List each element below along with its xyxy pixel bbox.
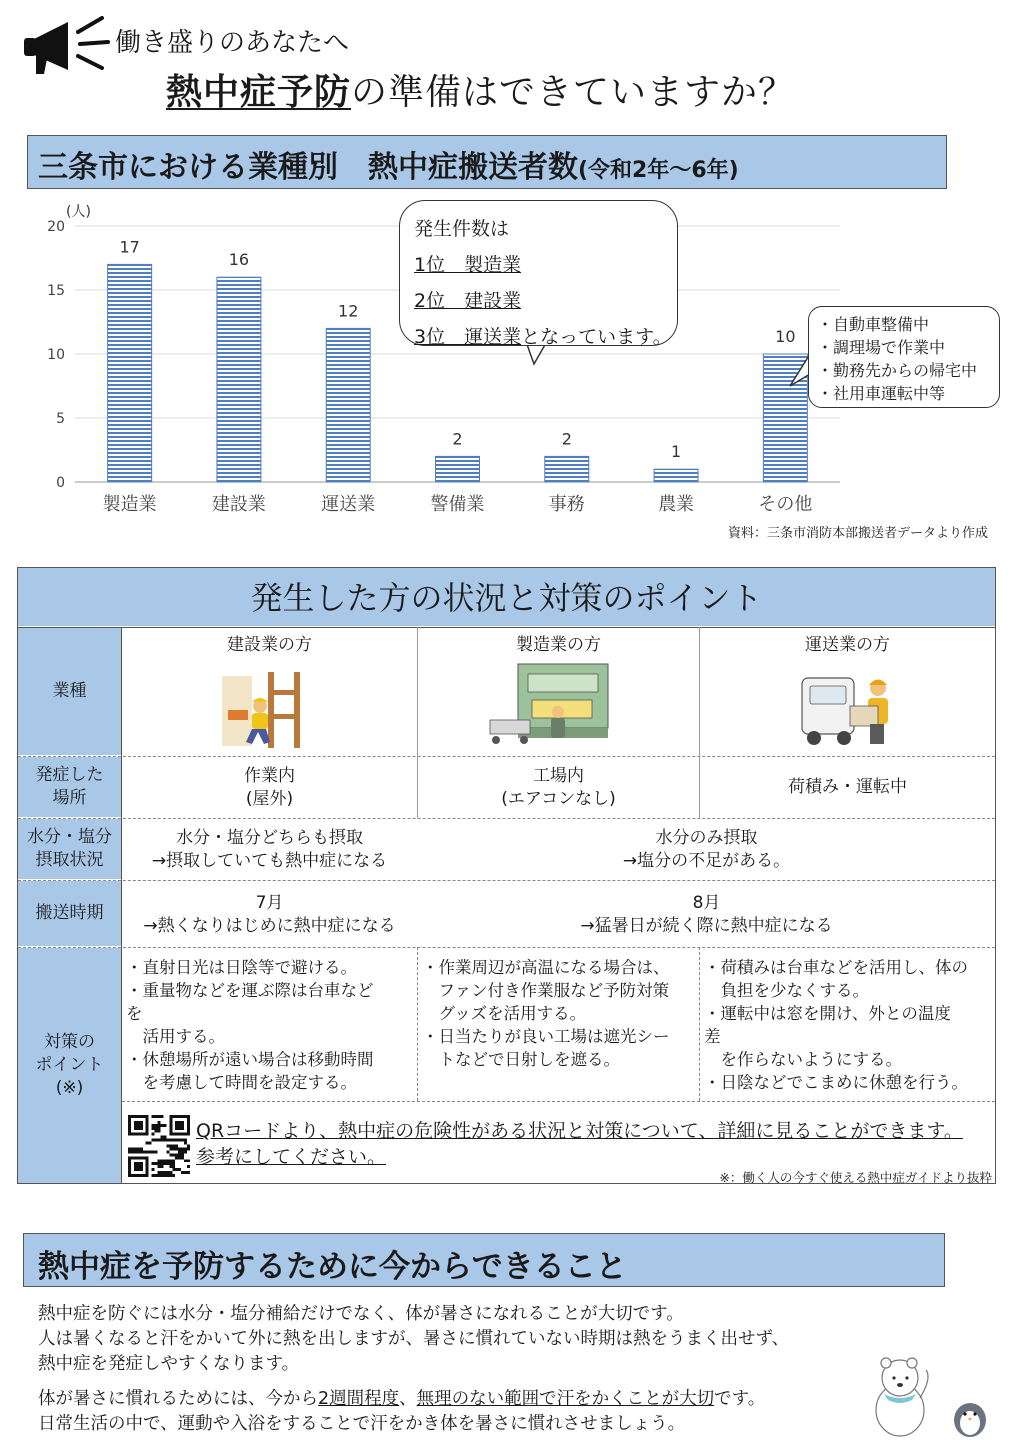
body-line: 熱中症を防ぐには水分・塩分補給だけでなく、体が暑さになれることが大切です。 <box>38 1304 684 1324</box>
cell-text: 作業内 <box>244 766 295 786</box>
row-header-points <box>18 948 121 1183</box>
column-header-construction: 建設業の方 <box>227 635 312 655</box>
point-line: を作らないようにする。 <box>704 1050 902 1069</box>
row-header-text: 発症した <box>35 765 104 785</box>
points-manufacturing <box>422 956 670 1071</box>
prevention-body <box>38 1302 789 1437</box>
table-divider <box>699 947 700 1101</box>
cell-text: →猛暑日が続く際に熱中症になる <box>580 916 833 936</box>
x-tick-label: 運送業 <box>321 494 376 515</box>
body-text-run: 、 <box>399 1389 417 1409</box>
cell-text: →摂取していても熱中症になる <box>151 851 388 871</box>
table-divider <box>18 880 995 881</box>
headline-emphasis: 熱中症予防 <box>166 72 352 113</box>
y-tick-label: 5 <box>56 411 65 427</box>
table-divider <box>18 947 995 948</box>
point-line: ・日当たりが良い工場は遮光シー <box>422 1027 670 1046</box>
bar-value-label: 1 <box>670 442 682 462</box>
y-axis-label: (人) <box>66 204 91 220</box>
point-line: ・日陰などでこまめに休憩を行う。 <box>704 1073 968 1092</box>
column-header-transport: 運送業の方 <box>805 635 890 655</box>
body-line <box>38 1387 789 1412</box>
rank-2: 2位 建設業 <box>414 290 522 312</box>
rank-3-tail: となっています。 <box>521 326 672 348</box>
point-line: を <box>126 1004 143 1023</box>
row-header-text: 場所 <box>52 788 87 808</box>
row-header-intake <box>18 819 121 879</box>
bar-value-label: 2 <box>561 429 572 449</box>
place-transport: 荷積み・運転中 <box>788 777 907 797</box>
period-others <box>418 892 995 938</box>
other-callout <box>808 306 1000 408</box>
headline-rest: の準備はできていますか？ <box>351 72 796 113</box>
bar-value-label: 10 <box>775 327 796 346</box>
table-divider <box>18 627 995 628</box>
cell-text: 水分のみ摂取 <box>655 828 758 848</box>
qr-line-1: QRコードより、熱中症の危険性がある状況と対策について、詳細に見ることができます。 <box>196 1120 963 1142</box>
megaphone-icon <box>22 14 114 78</box>
body-line: 人は暑くなると汗をかいて外に熱を出しますが、暑さに慣れていない時期は熱をうまく出せず、 <box>38 1329 790 1349</box>
point-line: 負担を少なくする。 <box>704 981 869 1000</box>
rank-1: 1位 製造業 <box>414 254 522 276</box>
construction-worker-illustration <box>222 670 304 750</box>
cell-text: →塩分の不足がある。 <box>622 851 791 871</box>
point-line: グッズを活用する。 <box>422 1004 587 1023</box>
other-item: ・調理場で作業中 <box>817 338 946 357</box>
x-tick-label: 建設業 <box>211 494 266 515</box>
rank-callout <box>399 200 678 346</box>
bar-value-label: 12 <box>338 301 359 321</box>
x-tick-label: 農業 <box>658 494 695 515</box>
row-header-text: 対策の <box>44 1032 95 1052</box>
bar <box>654 469 698 482</box>
body-text-run: 体が暑さに慣れるためには、今から <box>38 1389 318 1409</box>
cell-text: 工場内 <box>533 766 584 786</box>
x-tick-label: その他 <box>758 494 813 515</box>
bar <box>217 277 261 482</box>
x-tick-label: 警備業 <box>430 494 485 515</box>
bar <box>326 328 370 482</box>
other-item: ・社用車運転中等 <box>817 384 946 403</box>
point-line: ・直射日光は日陰等で避ける。 <box>126 958 357 977</box>
bar <box>545 456 589 482</box>
bar-value-label: 16 <box>228 250 250 270</box>
bar-value-label: 17 <box>119 237 140 257</box>
cell-text: 水分・塩分どちらも摂取 <box>176 828 363 848</box>
table-divider <box>122 1101 995 1102</box>
body-emphasis: 無理のない範囲で汗をかくことが大切 <box>416 1389 715 1409</box>
delivery-worker-illustration <box>798 672 896 750</box>
polar-bear-illustration <box>862 1348 942 1438</box>
period-construction <box>122 892 417 938</box>
chart-source-note: 資料：三条市消防本部搬送者データより作成 <box>727 526 988 541</box>
y-tick-label: 10 <box>47 347 65 363</box>
cell-text: 8月 <box>692 893 721 913</box>
qr-guidance <box>196 1118 963 1170</box>
other-item: ・勤務先からの帰宅中 <box>817 361 978 380</box>
body-emphasis: 2週間程度 <box>318 1389 400 1409</box>
row-header-text: 摂取状況 <box>35 850 104 870</box>
point-line: ・作業周辺が高温になる場合は、 <box>422 958 670 977</box>
intake-construction <box>122 827 417 873</box>
qr-code-icon[interactable] <box>128 1115 190 1177</box>
chart-section-banner <box>27 135 947 189</box>
table-divider <box>18 756 995 757</box>
qr-line-2: 参考にしてください。 <box>196 1146 387 1168</box>
y-tick-label: 15 <box>47 283 65 299</box>
x-tick-label: 事務 <box>548 494 585 515</box>
row-header-place <box>18 757 121 817</box>
point-line: 活用する。 <box>126 1027 225 1046</box>
table-divider <box>18 818 995 819</box>
points-construction <box>126 956 374 1094</box>
row-header-text: 水分・塩分 <box>27 827 112 847</box>
point-line: ファン付き作業服など予防対策 <box>422 981 670 1000</box>
point-line: を考慮して時間を設定する。 <box>126 1073 357 1092</box>
bar-value-label: 2 <box>452 429 463 449</box>
point-line: 差 <box>704 1027 721 1046</box>
place-manufacturing <box>418 765 699 811</box>
point-line: ・運転中は窓を開け、外との温度 <box>704 1004 951 1023</box>
factory-worker-illustration <box>488 660 616 750</box>
table-divider <box>417 947 418 1101</box>
row-header-text: (※) <box>55 1078 84 1098</box>
body-line: 熱中症を発症しやすくなります。 <box>38 1354 300 1374</box>
table-title: 発生した方の状況と対策のポイント <box>18 568 995 626</box>
point-line: ・荷積みは台車などを活用し、体の <box>704 958 968 977</box>
body-text-run: です。 <box>714 1389 766 1409</box>
body-line: 日常生活の中で、運動や入浴をすることで汗をかき体を暑さに慣れさせましょう。 <box>38 1414 686 1434</box>
chart-section-period: (令和2年～6年) <box>578 158 739 183</box>
cell-text: 7月 <box>255 893 284 913</box>
point-line: ・休憩場所が遠い場合は移動時間 <box>126 1050 374 1069</box>
chart-section-title: 三条市における業種別 熱中症搬送者数 <box>38 150 578 185</box>
cell-text: (エアコンなし) <box>501 789 616 809</box>
y-tick-label: 20 <box>47 219 65 235</box>
table-source-note: ※：働く人の今すぐ使える熱中症ガイドより抜粋 <box>719 1170 992 1185</box>
place-construction <box>122 765 417 811</box>
y-tick-label: 0 <box>56 475 65 491</box>
point-line: トなどで日射しを遮る。 <box>422 1050 620 1069</box>
row-header-text: ポイント <box>35 1055 104 1075</box>
rank-3: 3位 運送業 <box>414 326 522 348</box>
cell-text: (屋外) <box>245 789 294 809</box>
column-header-manufacturing: 製造業の方 <box>516 635 601 655</box>
row-header-period: 搬送時期 <box>18 881 121 946</box>
row-header-industry: 業種 <box>18 627 121 755</box>
point-line: ・重量物などを運ぶ際は台車など <box>126 981 374 1000</box>
x-tick-label: 製造業 <box>102 494 157 515</box>
kicker-text: 働き盛りのあなたへ <box>115 28 350 58</box>
bar <box>108 264 152 482</box>
rank-intro: 発生件数は <box>414 218 510 240</box>
points-transport <box>704 956 968 1094</box>
page-headline <box>166 64 795 115</box>
penguin-illustration <box>948 1394 992 1438</box>
cell-text: →熱くなりはじめに熱中症になる <box>143 916 396 936</box>
other-item: ・自動車整備中 <box>817 315 930 334</box>
bar <box>436 456 480 482</box>
intake-others <box>418 827 995 873</box>
prevention-section-title: 熱中症を予防するために今からできること <box>23 1233 945 1287</box>
